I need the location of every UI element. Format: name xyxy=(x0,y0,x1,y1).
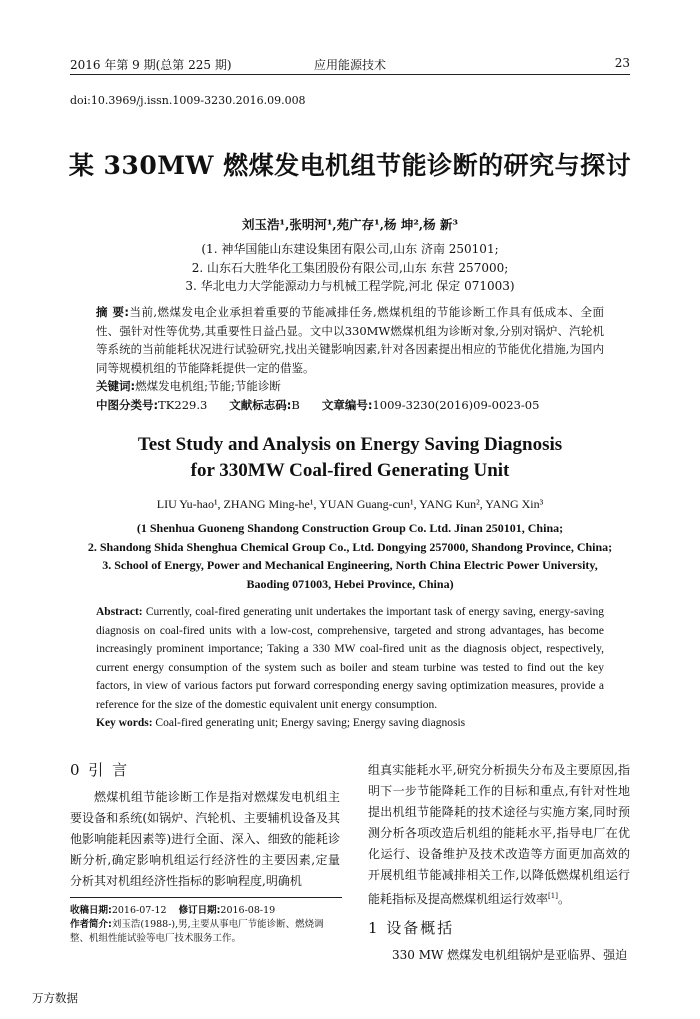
abstract-chinese xyxy=(96,303,604,414)
authors-chinese: 刘玉浩¹,张明河¹,苑广存¹,杨 坤²,杨 新³ xyxy=(242,217,458,232)
received-label: 收稿日期: xyxy=(70,905,112,916)
revised-label: 修订日期: xyxy=(178,905,221,916)
keywords-english xyxy=(96,714,604,733)
running-header xyxy=(70,52,630,75)
body-paragraph: 燃煤机组节能诊断工作是指对燃煤发电机组主要设备和系统(如锅炉、汽轮机、主要辅机设备及其他影响能耗因素等)进行全面、深入、细致的能耗诊断分析,确定影响机组运行经济性的主要因素,定量分析其对机组经济性指标的影响程度,明确机 xyxy=(70,790,340,888)
title-english-line: Test Study and Analysis on Energy Saving Diagnosis xyxy=(137,434,563,455)
title-chinese: 某 330MW 燃煤发电机组节能诊断的研究与探讨 xyxy=(68,151,632,180)
watermark: 万方数据 xyxy=(32,991,78,1005)
clc-label: 中图分类号: xyxy=(96,397,159,412)
citation[interactable]: [1] xyxy=(548,892,558,900)
author-bio-label: 作者简介: xyxy=(70,919,112,930)
authors-english: LIU Yu-hao¹, ZHANG Ming-he¹, YUAN Guang-cun¹, YANG Kun², YANG Xin³ xyxy=(156,497,544,511)
affiliations-chinese xyxy=(40,240,660,296)
abstract-text: Currently, coal-fired generating unit undertakes the important task of energy saving, energy-saving diagnosis on coal-fired units with a low-cost, comprehensive, targeted and strong advantages, has become increasingly prominent importance; Taking a 330 MW coal-fired unit as the diagnosis object, respectively, current energy consumption of the system such as boiler and steam turbine was tested to find out the key factors, in view of various factors put forward corresponding energy saving optimization measures, provide a reference for the size of the domestic equivalent unit energy consumption. xyxy=(96,606,605,711)
abstract-text: 当前,燃煤发电企业承担着重要的节能减排任务,燃煤机组的节能诊断工作具有低成本、全面性、强针对性等优势,其重要性日益凸显。文中以330MW燃煤机组为诊断对象,分别对锅炉、汽轮机等系统的当前能耗状况进行试验研究,找出关键影响因素,针对各因素提出相应的节能优化措施,为国内同等规模机组的节能降耗提供一定的借鉴。 xyxy=(96,305,604,375)
body-column-right xyxy=(368,760,630,966)
affiliations-english xyxy=(40,519,660,593)
article-number: 1009-3230(2016)09-0023-05 xyxy=(372,397,540,412)
received-date: 2016-07-12 xyxy=(111,905,167,916)
abstract-english xyxy=(96,603,604,733)
keywords-label: Key words: xyxy=(96,717,153,729)
doc-code: B xyxy=(291,397,300,412)
affiliation-line: Baoding 071003, Hebei Province, China) xyxy=(246,576,454,591)
body-paragraph-continued: 组真实能耗水平,研究分析损失分布及主要原因,指明下一步节能降耗工作的目标和重点,有针对性地提出机组节能降耗的技术途径与实施方案,同时预测分析各项改造后机组的能耗水平,指导电厂在优化运行、设备维护及技术改造等方面更加高效的开展机组节能减排相关工作,以降低燃煤机组运行能耗指标及提高燃煤机组运行效率[1]。 xyxy=(368,763,630,906)
page-number: 23 xyxy=(614,56,630,70)
section-title: 0 引 言 xyxy=(70,761,130,779)
revised-date: 2016-08-19 xyxy=(220,905,276,916)
doi[interactable]: doi:10.3969/j.issn.1009-3230.2016.09.008 xyxy=(70,94,306,107)
abstract-label: Abstract: xyxy=(96,606,143,618)
journal-name: 应用能源技术 xyxy=(313,58,386,72)
author-bio: 刘玉浩(1988-),男,主要从事电厂节能诊断、燃烧调整、机组性能试验等电厂技术服务工作。 xyxy=(70,919,324,944)
doc-code-label: 文献标志码: xyxy=(229,397,292,412)
body-paragraph: 330 MW 燃煤发电机组锅炉是亚临界、强迫 xyxy=(392,948,628,962)
abstract-label: 摘 要: xyxy=(96,305,130,319)
affiliation-line: 3. School of Energy, Power and Mechanical Engineering, North China Electric Power University, xyxy=(102,558,598,572)
section-title: 1 设备概括 xyxy=(368,919,455,937)
title-english xyxy=(40,432,660,484)
article-number-label: 文章编号: xyxy=(321,397,373,412)
classification-chinese xyxy=(96,396,604,415)
footnote xyxy=(70,897,342,946)
keywords-label: 关键词: xyxy=(96,379,136,393)
keywords-text: 燃煤发电机组;节能;节能诊断 xyxy=(135,379,281,393)
affiliation-line: (1 Shenhua Guoneng Shandong Construction Group Co. Ltd. Jinan 250101, China; xyxy=(136,521,564,535)
keywords-chinese xyxy=(96,377,604,396)
affiliation-line: 2. Shandong Shida Shenghua Chemical Group Co., Ltd. Dongying 257000, Shandong Province, China; xyxy=(87,539,613,554)
clc-number: TK229.3 xyxy=(158,397,208,412)
issue-info: 2016 年第 9 期(总第 225 期) xyxy=(70,58,232,72)
title-english-line: for 330MW Coal-fired Generating Unit xyxy=(190,460,510,481)
keywords-text: Coal-fired generating unit; Energy saving; Energy saving diagnosis xyxy=(155,717,466,729)
affiliation-line: 3. 华北电力大学能源动力与机械工程学院,河北 保定 071003) xyxy=(185,279,515,293)
affiliation-line: 2. 山东石大胜华化工集团股份有限公司,山东 东营 257000; xyxy=(191,260,509,275)
body-column-left xyxy=(70,760,340,892)
affiliation-line: (1. 神华国能山东建设集团有限公司,山东 济南 250101; xyxy=(201,242,499,256)
